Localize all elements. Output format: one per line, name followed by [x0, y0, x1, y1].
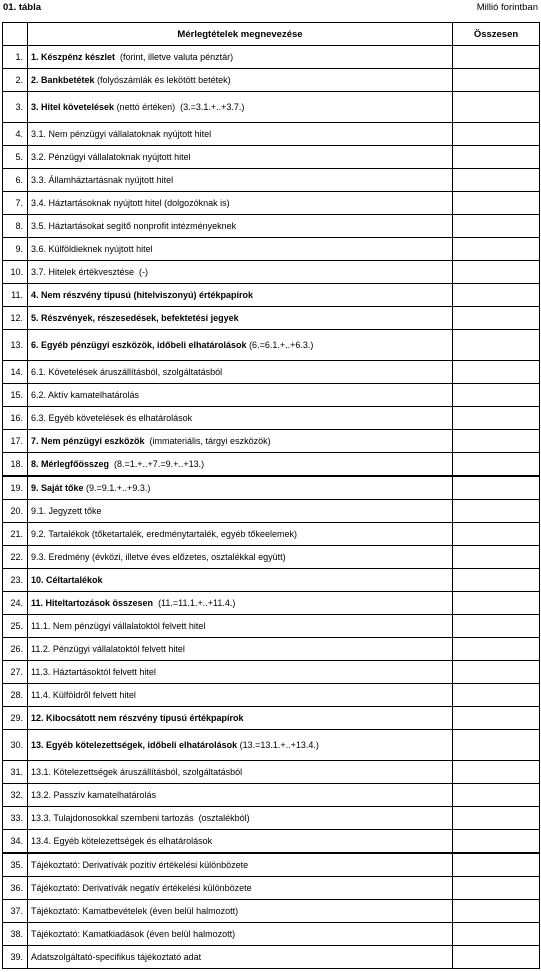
row-label-text: 3.2. Pénzügyi vállalatoknak nyújtott hitel [31, 152, 191, 162]
row-total-cell[interactable] [453, 330, 540, 361]
row-label [28, 615, 453, 638]
row-number: 22. [3, 546, 28, 569]
row-label-text: 3.3. Államháztartásnak nyújtott hitel [31, 175, 174, 185]
row-label [28, 453, 453, 477]
table-row [3, 361, 540, 384]
row-label [28, 707, 453, 730]
row-label-text: 3.7. Hitelek értékvesztése (-) [31, 267, 149, 277]
row-total-cell[interactable] [453, 684, 540, 707]
row-total-cell[interactable] [453, 238, 540, 261]
row-label-bold: 1. Készpénz készlet [31, 52, 116, 62]
row-label-text: 3.1. Nem pénzügyi vállalatoknak nyújtott hitel [31, 129, 212, 139]
table-row [3, 238, 540, 261]
table-body [3, 46, 540, 969]
table-row [3, 261, 540, 284]
row-number: 36. [3, 877, 28, 900]
row-label-bold: 8. Mérlegfőösszeg [31, 459, 110, 469]
row-label-bold: 10. Céltartalékok [31, 575, 103, 585]
row-label-text: (9.=9.1.+..+9.3.) [83, 483, 151, 493]
row-label [28, 261, 453, 284]
row-total-cell[interactable] [453, 215, 540, 238]
row-label [28, 661, 453, 684]
table-row [3, 500, 540, 523]
row-label [28, 569, 453, 592]
row-number: 15. [3, 384, 28, 407]
row-total-cell[interactable] [453, 146, 540, 169]
row-total-cell[interactable] [453, 661, 540, 684]
table-row [3, 615, 540, 638]
row-total-cell[interactable] [453, 761, 540, 784]
table-row [3, 661, 540, 684]
row-number: 11. [3, 284, 28, 307]
row-label-text: 9.2. Tartalékok (tőketartalék, eredménytartalék, egyéb tőkeelemek) [31, 529, 297, 539]
row-label [28, 830, 453, 854]
row-total-cell[interactable] [453, 192, 540, 215]
row-label-text: 6.2. Aktív kamatelhatárolás [31, 390, 140, 400]
row-label-bold: 11. Hiteltartozások összesen [31, 598, 154, 608]
row-label [28, 784, 453, 807]
row-label-text: 9.1. Jegyzett tőke [31, 506, 102, 516]
row-label-text: (forint, illetve valuta pénztár) [115, 52, 234, 62]
row-number: 28. [3, 684, 28, 707]
row-label [28, 192, 453, 215]
row-total-cell[interactable] [453, 500, 540, 523]
table-row [3, 169, 540, 192]
row-number: 17. [3, 430, 28, 453]
row-label [28, 307, 453, 330]
row-label [28, 46, 453, 69]
row-label [28, 330, 453, 361]
row-number: 18. [3, 453, 28, 477]
row-label [28, 92, 453, 123]
row-label [28, 730, 453, 761]
row-label-text: 6.1. Követelések áruszállításból, szolgáltatásból [31, 367, 223, 377]
row-total-cell[interactable] [453, 877, 540, 900]
row-label [28, 430, 453, 453]
table-row [3, 946, 540, 969]
row-number: 6. [3, 169, 28, 192]
row-number: 2. [3, 69, 28, 92]
row-label [28, 523, 453, 546]
row-label [28, 761, 453, 784]
row-number: 31. [3, 761, 28, 784]
row-number: 9. [3, 238, 28, 261]
row-number: 25. [3, 615, 28, 638]
row-total-cell[interactable] [453, 284, 540, 307]
row-label [28, 361, 453, 384]
row-label [28, 146, 453, 169]
row-label-bold: 5. Részvények, részesedések, befektetési jegyek [31, 313, 239, 323]
table-row [3, 215, 540, 238]
row-label [28, 123, 453, 146]
row-label [28, 169, 453, 192]
table-row [3, 123, 540, 146]
row-total-cell[interactable] [453, 853, 540, 877]
table-row [3, 46, 540, 69]
table-row [3, 407, 540, 430]
row-label-text: (folyószámlák és lekötött betétek) [94, 75, 231, 85]
table-row [3, 523, 540, 546]
row-label [28, 69, 453, 92]
row-label [28, 877, 453, 900]
row-total-cell[interactable] [453, 946, 540, 969]
row-total-cell[interactable] [453, 923, 540, 946]
row-label-text: 13.4. Egyéb kötelezettségek és elhatárolások [31, 836, 213, 846]
row-label-text: (8.=1.+..+7.=9.+..+13.) [109, 459, 205, 469]
row-total-cell[interactable] [453, 707, 540, 730]
row-label [28, 923, 453, 946]
row-label [28, 238, 453, 261]
row-label-bold: 3. Hitel követelések [31, 102, 115, 112]
row-label [28, 592, 453, 615]
row-label-text: (nettó értéken) (3.=3.1.+..+3.7.) [114, 102, 245, 112]
row-total-cell[interactable] [453, 807, 540, 830]
row-number: 20. [3, 500, 28, 523]
row-label-bold: 12. Kibocsátott nem részvény típusú értékpapírok [31, 713, 244, 723]
row-label-text: 3.6. Külföldieknek nyújtott hitel [31, 244, 153, 254]
table-row [3, 900, 540, 923]
row-label-bold: 13. Egyéb kötelezettségek, időbeli elhatárolások [31, 740, 238, 750]
row-number: 30. [3, 730, 28, 761]
row-label-text: 13.1. Kötelezettségek áruszállításból, szolgáltatásból [31, 767, 243, 777]
row-label-text: 6.3. Egyéb követelések és elhatárolások [31, 413, 193, 423]
row-label-bold: 2. Bankbetétek [31, 75, 95, 85]
row-total-cell[interactable] [453, 453, 540, 477]
row-total-cell[interactable] [453, 569, 540, 592]
table-row [3, 476, 540, 500]
table-id: 01. tábla [3, 2, 42, 13]
table-row [3, 684, 540, 707]
row-total-cell[interactable] [453, 784, 540, 807]
row-total-cell[interactable] [453, 900, 540, 923]
row-label-text: 13.2. Passzív kamatelhatárolás [31, 790, 157, 800]
table-row [3, 807, 540, 830]
row-label-text: 11.1. Nem pénzügyi vállalatoktól felvett hitel [31, 621, 206, 631]
row-label-bold: 4. Nem részvény típusú (hitelviszonyú) értékpapírok [31, 290, 254, 300]
row-label [28, 384, 453, 407]
table-row [3, 638, 540, 661]
table-row [3, 853, 540, 877]
row-number: 8. [3, 215, 28, 238]
row-total-cell[interactable] [453, 830, 540, 854]
table-row [3, 307, 540, 330]
row-label-text: Adatszolgáltató-specifikus tájékoztató adat [31, 952, 202, 962]
table-row [3, 69, 540, 92]
row-label-text: (6.=6.1.+..+6.3.) [246, 340, 314, 350]
row-total-cell[interactable] [453, 361, 540, 384]
row-label-text: 11.4. Külföldről felvett hitel [31, 690, 136, 700]
row-label-bold: 7. Nem pénzügyi eszközök [31, 436, 145, 446]
row-number: 27. [3, 661, 28, 684]
unit-label: Millió forintban [476, 2, 538, 13]
row-total-cell[interactable] [453, 615, 540, 638]
table-row [3, 730, 540, 761]
row-total-cell[interactable] [453, 92, 540, 123]
row-number: 23. [3, 569, 28, 592]
table-row [3, 146, 540, 169]
row-total-cell[interactable] [453, 384, 540, 407]
row-label [28, 215, 453, 238]
row-number: 39. [3, 946, 28, 969]
table-row [3, 430, 540, 453]
table-row [3, 284, 540, 307]
row-number: 21. [3, 523, 28, 546]
table-row [3, 453, 540, 477]
row-number: 16. [3, 407, 28, 430]
row-label [28, 476, 453, 500]
col-number-header [3, 23, 28, 46]
row-number: 29. [3, 707, 28, 730]
row-label-text: Tájékoztató: Kamatbevételek (éven belül halmozott) [31, 906, 239, 916]
row-total-cell[interactable] [453, 638, 540, 661]
row-number: 38. [3, 923, 28, 946]
row-total-cell[interactable] [453, 430, 540, 453]
row-total-cell[interactable] [453, 169, 540, 192]
row-label-text: Tájékoztató: Kamatkiadások (éven belül halmozott) [31, 929, 236, 939]
row-label-text: Tájékoztató: Derivatívák negatív értékelési különbözete [31, 883, 252, 893]
table-row [3, 330, 540, 361]
row-number: 1. [3, 46, 28, 69]
row-label-text: Tájékoztató: Derivatívák pozitív értékelési különbözete [31, 860, 249, 870]
row-number: 32. [3, 784, 28, 807]
table-row [3, 569, 540, 592]
row-label-bold: 9. Saját tőke [31, 483, 84, 493]
table-row [3, 92, 540, 123]
row-number: 4. [3, 123, 28, 146]
row-total-cell[interactable] [453, 307, 540, 330]
row-label-text: (11.=11.1.+..+11.4.) [153, 598, 236, 608]
row-total-cell[interactable] [453, 546, 540, 569]
col-total-header: Összesen [453, 23, 540, 46]
row-label [28, 546, 453, 569]
row-label-text: 11.2. Pénzügyi vállalatoktól felvett hitel [31, 644, 185, 654]
row-total-cell[interactable] [453, 476, 540, 500]
row-label-text: 3.5. Háztartásokat segítő nonprofit intézményeknek [31, 221, 237, 231]
row-label [28, 807, 453, 830]
row-label [28, 900, 453, 923]
row-label [28, 853, 453, 877]
balance-sheet-table [2, 22, 540, 969]
row-total-cell[interactable] [453, 407, 540, 430]
row-number: 26. [3, 638, 28, 661]
table-row [3, 707, 540, 730]
table-row [3, 784, 540, 807]
row-number: 7. [3, 192, 28, 215]
table-row [3, 877, 540, 900]
row-label [28, 407, 453, 430]
row-label [28, 946, 453, 969]
row-label-bold: 6. Egyéb pénzügyi eszközök, időbeli elhatárolások [31, 340, 247, 350]
table-row [3, 546, 540, 569]
table-row [3, 923, 540, 946]
row-total-cell[interactable] [453, 592, 540, 615]
row-total-cell[interactable] [453, 46, 540, 69]
row-label-text: 9.3. Eredmény (évközi, illetve éves előzetes, osztalékkal együtt) [31, 552, 286, 562]
row-number: 13. [3, 330, 28, 361]
table-row [3, 830, 540, 854]
row-total-cell[interactable] [453, 523, 540, 546]
row-number: 24. [3, 592, 28, 615]
row-label [28, 638, 453, 661]
row-label [28, 500, 453, 523]
row-total-cell[interactable] [453, 730, 540, 761]
table-row [3, 761, 540, 784]
row-total-cell[interactable] [453, 69, 540, 92]
row-label-text: (13.=13.1.+..+13.4.) [237, 740, 319, 750]
row-label [28, 284, 453, 307]
row-number: 12. [3, 307, 28, 330]
row-number: 3. [3, 92, 28, 123]
row-label-text: 3.4. Háztartásoknak nyújtott hitel (dolgozóknak is) [31, 198, 230, 208]
row-number: 19. [3, 476, 28, 500]
row-label-text: 13.3. Tulajdonosokkal szembeni tartozás (osztalékból) [31, 813, 250, 823]
row-total-cell[interactable] [453, 123, 540, 146]
row-number: 14. [3, 361, 28, 384]
table-row [3, 384, 540, 407]
row-number: 33. [3, 807, 28, 830]
row-number: 35. [3, 853, 28, 877]
col-name-header: Mérlegtételek megnevezése [28, 23, 453, 46]
row-number: 34. [3, 830, 28, 854]
table-row [3, 192, 540, 215]
row-total-cell[interactable] [453, 261, 540, 284]
row-label-text: (immateriális, tárgyi eszközök) [144, 436, 271, 446]
row-number: 5. [3, 146, 28, 169]
table-row [3, 592, 540, 615]
row-number: 10. [3, 261, 28, 284]
row-label [28, 684, 453, 707]
row-number: 37. [3, 900, 28, 923]
row-label-text: 11.3. Háztartásoktól felvett hitel [31, 667, 156, 677]
